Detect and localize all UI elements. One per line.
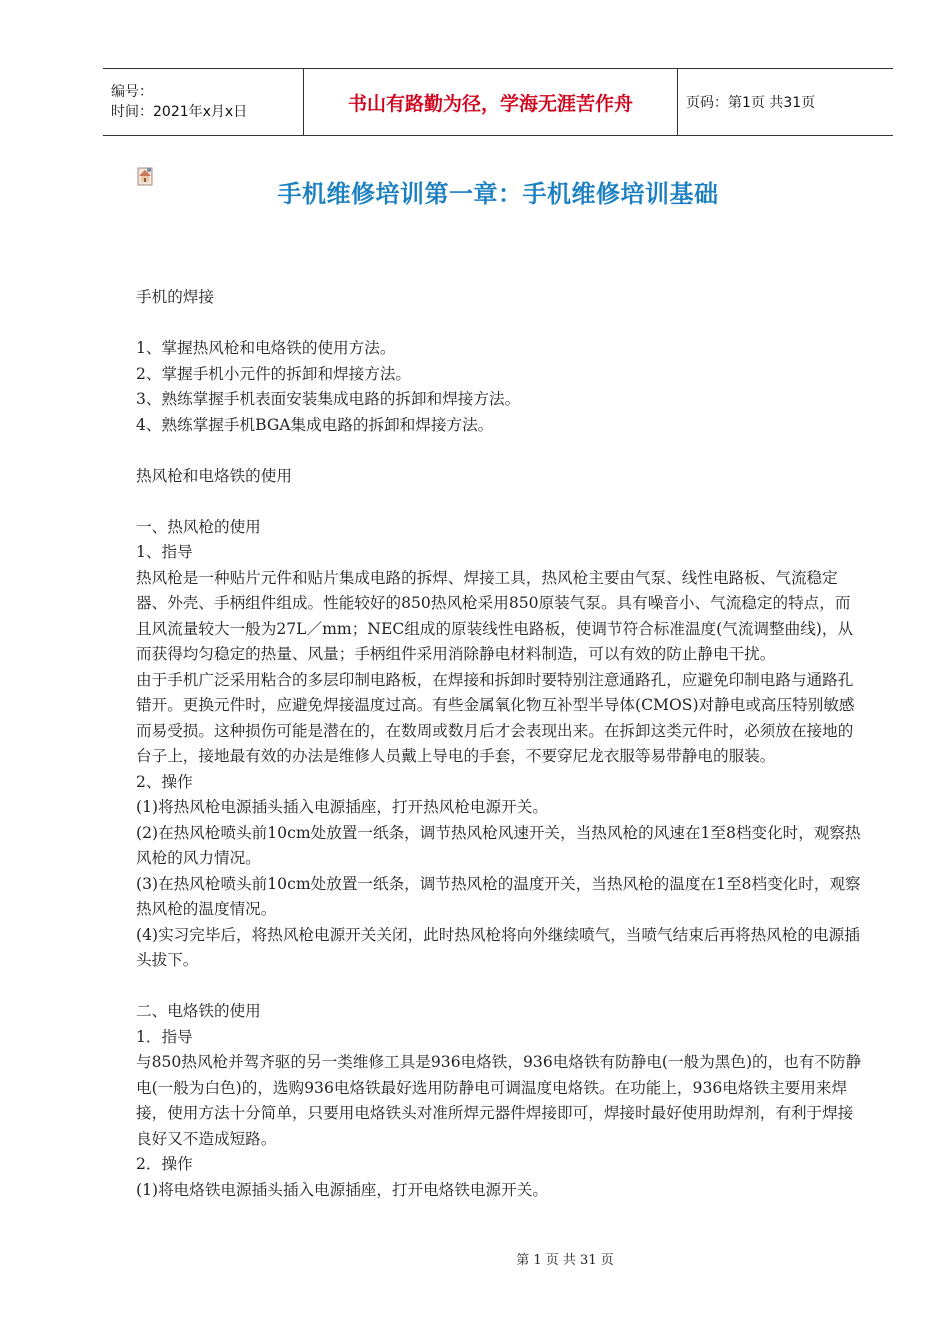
goal-item: 3、熟练掌握手机表面安装集成电路的拆卸和焊接方法。 [136, 390, 521, 408]
part1-paragraph: 由于手机广泛采用粘合的多层印制电路板，在焊接和拆卸时要特别注意通路孔，应避免印制电路与通路孔错开。更换元件时，应避免焊接温度过高。有些金属氧化物互补型半导体(CMOS)对静电或高压特别敏感而易受损。这种损伤可能是潜在的，在数周或数月后才会表现出来。在拆卸这类元件时，必须放在接地的台子上，接地最有效的办法是维修人员戴上导电的手套，不要穿尼龙衣服等易带静电的服装。 [136, 670, 855, 765]
time-label: 时间：2021年x月x日 [111, 104, 248, 120]
header-meta [103, 69, 303, 135]
step-item: (1)将热风枪电源插头插入电源插座，打开热风枪电源开关。 [136, 798, 548, 816]
part1-operation-heading: 2、操作 [136, 772, 193, 791]
main-content [136, 285, 862, 1203]
part2-paragraph: 与850热风枪并驾齐驱的另一类维修工具是936电烙铁，936电烙铁有防静电(一般为黑色)的，也有不防静电(一般为白色)的，选购936电烙铁最好选用防静电可调温度电烙铁。在功能上，936电烙铁主要用来焊接，使用方法十分简单，只要用电烙铁头对准所焊元器件焊接即可，焊接时最好使用助焊剂，有利于焊接良好又不造成短路。 [136, 1053, 862, 1148]
goal-item: 2、掌握手机小元件的拆卸和焊接方法。 [136, 364, 412, 383]
page-header [103, 68, 893, 136]
part2-title: 二、电烙铁的使用 [136, 1002, 261, 1020]
part1-paragraph: 热风枪是一种贴片元件和贴片集成电路的拆焊、焊接工具，热风枪主要由气泵、线性电路板、气流稳定器、外壳、手柄组件组成。性能较好的850热风枪采用850原装气泵。具有噪音小、气流稳定的特点，而且风流量较大一般为27L／mm；NEC组成的原装线性电路板，使调节符合标准温度(气流调整曲线)，从而获得均匀稳定的热量、风量；手柄组件采用消除静电材料制造，可以有效的防止静电干扰。 [136, 568, 854, 663]
goal-item: 4、熟练掌握手机BGA集成电路的拆卸和焊接方法。 [136, 415, 494, 434]
step-item: (3)在热风枪喷头前10cm处放置一纸条，调节热风枪的温度开关，当热风枪的温度在1至8档变化时，观察热风枪的温度情况。 [136, 874, 861, 918]
step-item: (1)将电烙铁电源插头插入电源插座，打开电烙铁电源开关。 [136, 1180, 548, 1199]
part1-title: 一、热风枪的使用 [136, 517, 261, 536]
goal-item: 1、掌握热风枪和电烙铁的使用方法。 [136, 339, 396, 357]
page-footer: 第 1 页 共 31 页 [516, 1253, 614, 1268]
part1-guide-heading: 1、指导 [136, 543, 193, 561]
part2-operation-heading: 2．操作 [136, 1155, 193, 1173]
page-title: 手机维修培训第一章：手机维修培训基础 [277, 180, 719, 208]
step-item: (4)实习完毕后，将热风枪电源开关关闭，此时热风枪将向外继续喷气，当喷气结束后再将热风枪的电源插头拔下。 [136, 925, 860, 969]
number-label: 编号： [111, 84, 153, 100]
step-item: (2)在热风枪喷头前10cm处放置一纸条，调节热风枪风速开关，当热风枪的风速在1至8档变化时，观察热风枪的风力情况。 [136, 823, 861, 867]
part2-guide-heading: 1．指导 [136, 1027, 193, 1046]
header-page-info: 页码：第1页 共31页 [686, 95, 816, 111]
section-heading-welding: 手机的焊接 [136, 288, 214, 306]
header-motto: 书山有路勤为径，学海无涯苦作舟 [303, 69, 678, 135]
section-heading-usage: 热风枪和电烙铁的使用 [136, 466, 292, 485]
